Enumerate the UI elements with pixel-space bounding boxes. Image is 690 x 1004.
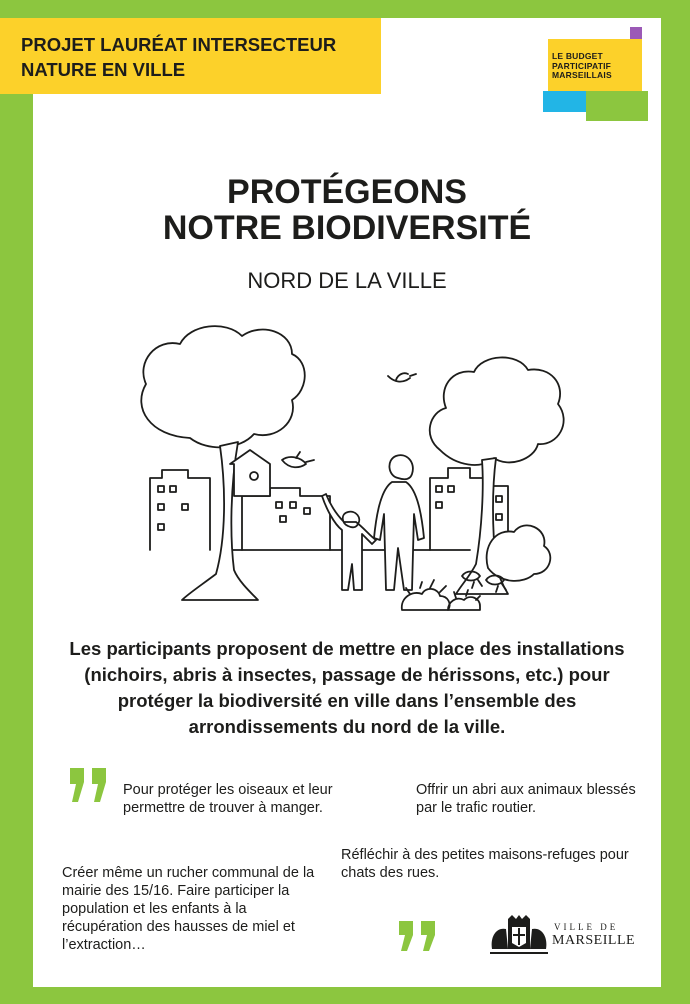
marseille-coat-of-arms-icon bbox=[488, 913, 550, 958]
quote-cat-shelters: Réfléchir à des petites maisons-refuges pour chats des rues. bbox=[341, 847, 629, 881]
bird-icon bbox=[282, 452, 314, 467]
logo-text-line-1: LE BUDGET bbox=[552, 51, 603, 61]
opening-quote-icon bbox=[68, 768, 110, 802]
left-tree-icon bbox=[141, 326, 304, 447]
logo-green-block bbox=[586, 91, 648, 121]
page-title bbox=[33, 174, 661, 246]
tag-line-1: PROJET LAURÉAT INTERSECTEUR bbox=[21, 34, 337, 55]
project-tag bbox=[0, 18, 381, 94]
project-description: Les participants proposent de mettre en place des installations (nichoirs, abris à insectes, passage de hérissons, etc.) pour protéger la biodiversité en ville dans l’ensemble des arrondissements du nord de la ville. bbox=[69, 638, 625, 737]
logo-purple-square bbox=[630, 27, 642, 39]
budget-participatif-logo bbox=[543, 22, 653, 122]
ville-de-text: VILLE DE bbox=[554, 922, 619, 932]
tag-line-2: NATURE EN VILLE bbox=[21, 59, 186, 80]
quote-beehive: Créer même un rucher communal de la mairie des 15/16. Faire participer la population et les enfants à la récupération des hausses de miel et l’extraction… bbox=[62, 865, 315, 953]
quote-injured-animals: Offrir un abri aux animaux blessés par le trafic routier. bbox=[416, 782, 636, 816]
closing-quote-icon bbox=[397, 921, 439, 951]
quote-birds: Pour protéger les oiseaux et leur permettre de trouver à manger. bbox=[123, 782, 333, 816]
logo-text-line-3: MARSEILLAIS bbox=[552, 70, 612, 80]
logo-text-line-2: PARTICIPATIF bbox=[552, 60, 612, 71]
right-tree-icon bbox=[430, 357, 564, 465]
marseille-text: MARSEILLE bbox=[552, 933, 636, 948]
page-subtitle: NORD DE LA VILLE bbox=[247, 268, 447, 293]
biodiversity-illustration bbox=[130, 318, 570, 618]
title-line-2: NOTRE BIODIVERSITÉ bbox=[162, 209, 532, 247]
title-line-1: PROTÉGEONS bbox=[227, 173, 467, 211]
logo-text bbox=[552, 52, 642, 81]
flying-bird-icon bbox=[388, 373, 416, 381]
logo-cyan-block bbox=[543, 91, 586, 112]
ville-de-marseille-logo bbox=[488, 913, 638, 958]
adult-figure-icon bbox=[374, 455, 424, 590]
